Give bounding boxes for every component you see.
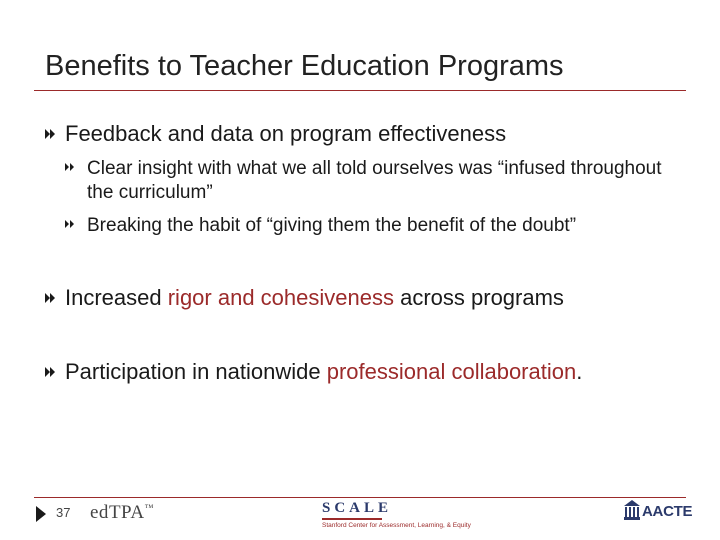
scale-logo	[322, 500, 482, 534]
scale-logo-text: SCALE	[322, 500, 393, 516]
double-chevron-bullet-icon	[65, 220, 74, 229]
sub-bullet-item-habit	[65, 214, 695, 238]
edtpa-logo-text-tpa: TPA	[108, 502, 145, 523]
double-chevron-bullet-icon	[45, 293, 55, 303]
bullet-text: Feedback and data on program effectiveness	[65, 121, 507, 146]
aacte-logo-text: AACTE	[642, 503, 693, 520]
bullet-text-part: Participation in nationwide	[65, 359, 327, 384]
scale-logo-subtitle: Stanford Center for Assessment, Learning, & Equity	[322, 522, 471, 529]
page-number: 37	[56, 505, 71, 520]
double-chevron-bullet-icon	[45, 367, 55, 377]
double-chevron-bullet-icon	[45, 129, 55, 139]
slide-arrow-icon	[36, 506, 46, 522]
title-divider	[34, 90, 686, 91]
bullet-text-part: Increased	[65, 285, 168, 310]
bullet-text	[65, 284, 564, 312]
bullet-item-participation	[45, 358, 582, 386]
trademark-icon: ™	[144, 502, 154, 513]
bullet-text-part: across programs	[393, 285, 564, 310]
bullet-text-highlight: rigor and cohesiveness	[167, 285, 394, 310]
bullet-text-part: .	[576, 359, 583, 384]
sub-bullet-text: Breaking the habit of “giving them the benefit of the doubt”	[87, 215, 577, 236]
edtpa-logo	[90, 502, 154, 524]
bullet-text-highlight: professional collaboration	[326, 359, 577, 384]
bullet-item-rigor	[45, 284, 564, 312]
slide-title: Benefits to Teacher Education Programs	[45, 50, 564, 82]
sub-bullet-item-insight	[65, 157, 685, 205]
building-icon	[624, 500, 640, 520]
footer-divider	[34, 497, 686, 498]
bullet-text	[65, 358, 582, 386]
bullet-item-feedback	[45, 120, 506, 148]
double-chevron-bullet-icon	[65, 163, 74, 172]
scale-logo-bar	[322, 518, 382, 520]
aacte-logo	[624, 500, 692, 520]
edtpa-logo-text: ed	[90, 502, 109, 523]
sub-bullet-text: Clear insight with what we all told ourselves was “infused throughout the curriculum”	[87, 158, 662, 203]
